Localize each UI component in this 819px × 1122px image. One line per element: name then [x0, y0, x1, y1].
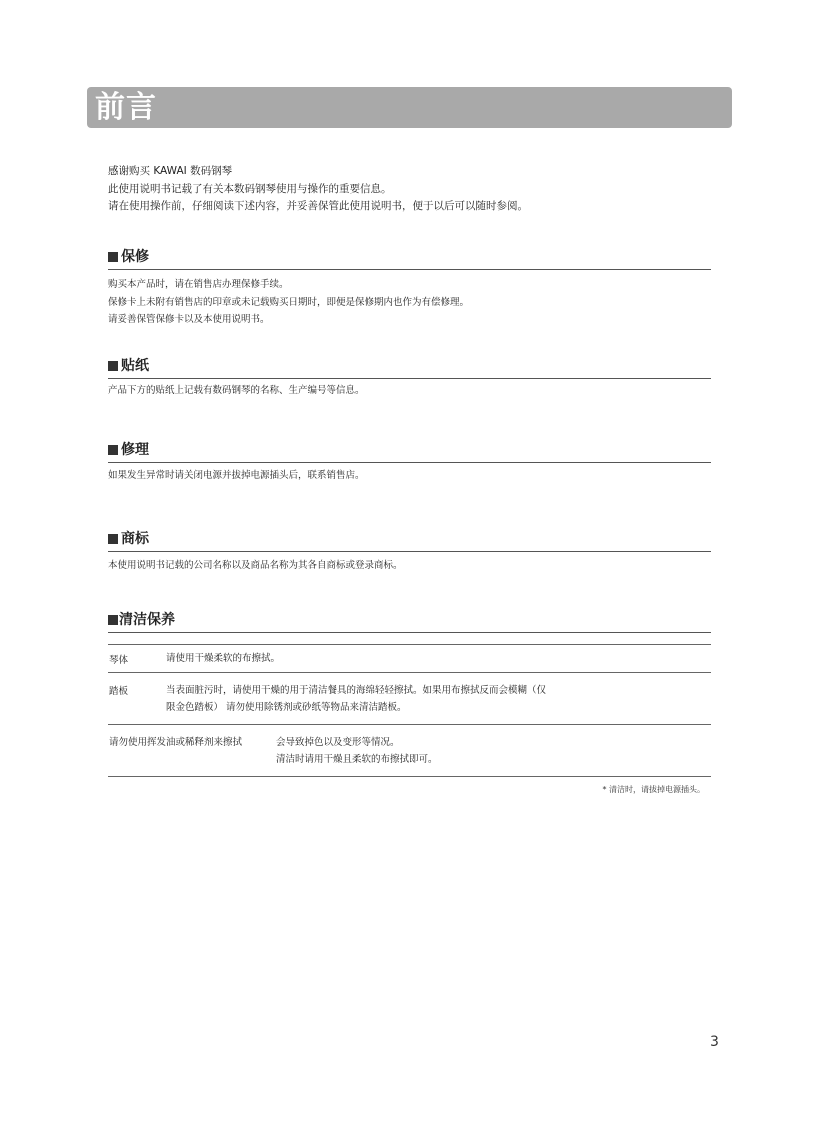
intro-text	[108, 163, 528, 216]
table-cell-desc: 当表面脏污时，请使用干燥的用于清洁餐具的海绵轻轻擦拭。如果用布擦拭反而会模糊（仅	[166, 685, 547, 696]
section-header-warranty	[108, 247, 711, 270]
page-number: 3	[710, 1034, 719, 1050]
section-title: 贴纸	[121, 358, 149, 374]
section-header-cleaning	[108, 610, 711, 632]
page-title-bar	[87, 87, 732, 128]
table-cell-desc: 限金色踏板） 请勿使用除锈剂或砂纸等物品来清洁踏板。	[166, 702, 407, 713]
intro-line: 此使用说明书记载了有关本数码钢琴使用与操作的重要信息。	[108, 182, 392, 195]
square-bullet-icon	[108, 615, 118, 625]
paragraph-line: 产品下方的贴纸上记载有数码钢琴的名称、生产编号等信息。	[108, 385, 365, 396]
section-header-sticker	[108, 356, 711, 379]
cleaning-table	[108, 644, 711, 778]
paragraph-line: 购买本产品时，请在销售店办理保修手续。	[108, 279, 289, 290]
square-bullet-icon	[108, 534, 118, 544]
section-body-repair	[108, 467, 365, 485]
intro-line: 请在使用操作前，仔细阅读下述内容，并妥善保管此使用说明书，便于以后可以随时参阅。	[108, 200, 528, 212]
section-body-sticker	[108, 382, 365, 400]
intro-line: 感谢购买 KAWAI 数码钢琴	[108, 165, 233, 177]
paragraph-line: 保修卡上未附有销售店的印章或未记载购买日期时，即便是保修期内也作为有偿修理。	[108, 296, 470, 308]
section-body-trademark	[108, 557, 403, 575]
square-bullet-icon	[108, 252, 118, 262]
table-bottom-border	[108, 776, 711, 777]
table-cell-item: 请勿使用挥发油或稀释剂来擦拭	[109, 737, 243, 748]
section-title: 商标	[121, 531, 149, 547]
cleaning-note: * 清洁时，请拔掉电源插头。	[602, 785, 705, 794]
section-title: 保修	[121, 249, 149, 265]
paragraph-line: 请妥善保管保修卡以及本使用说明书。	[108, 314, 270, 325]
section-title: 修理	[121, 442, 149, 458]
square-bullet-icon	[108, 445, 118, 455]
paragraph-line: 如果发生异常时请关闭电源并拔掉电源插头后，联系销售店。	[108, 470, 365, 481]
table-row	[108, 672, 711, 724]
square-bullet-icon	[108, 361, 118, 371]
table-cell-desc: 清洁时请用干燥且柔软的布擦拭即可。	[276, 754, 438, 765]
table-row	[108, 724, 711, 778]
section-title: 清洁保养	[119, 612, 175, 628]
page-title: 前言	[95, 90, 157, 125]
section-header-trademark	[108, 529, 711, 552]
table-cell-item: 踏板	[109, 686, 129, 697]
table-cell-desc: 请使用干燥柔软的布擦拭。	[166, 653, 281, 664]
paragraph-line: 本使用说明书记载的公司名称以及商品名称为其各自商标或登录商标。	[108, 560, 403, 571]
table-row	[108, 644, 711, 672]
table-cell-desc: 会导致掉色以及变形等情况。	[276, 737, 400, 748]
table-cell-item: 琴体	[109, 655, 129, 666]
section-header-repair	[108, 440, 711, 463]
section-divider	[108, 632, 711, 633]
section-body-warranty	[108, 276, 469, 329]
